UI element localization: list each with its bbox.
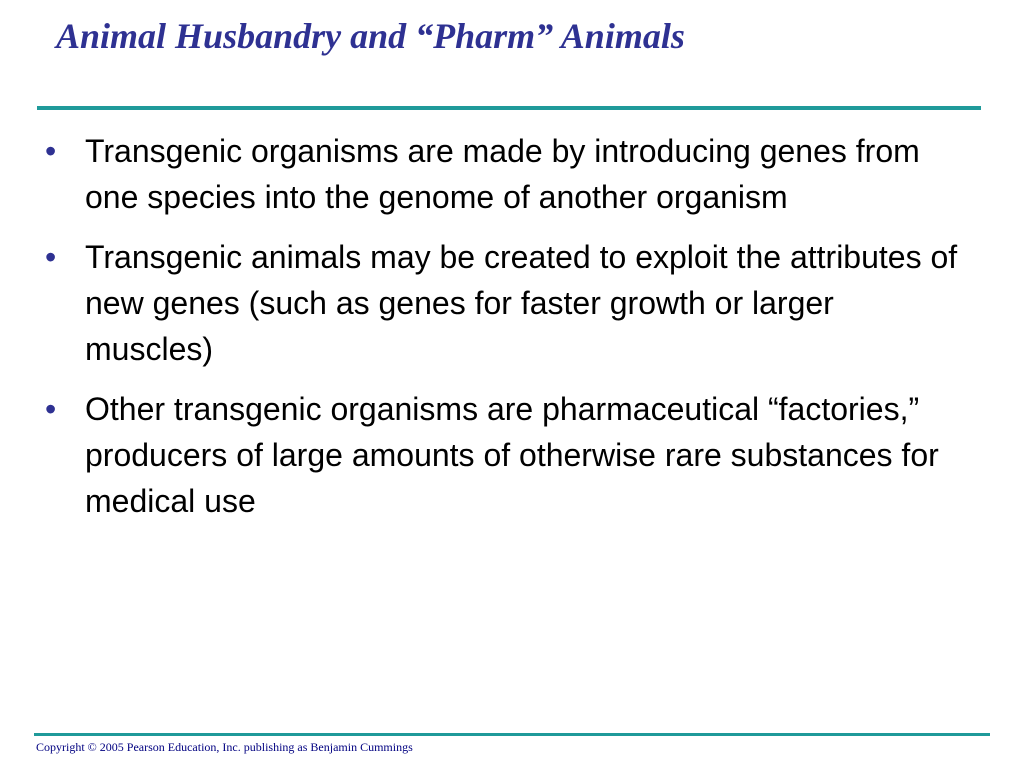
bullet-item xyxy=(40,234,970,372)
footer-divider xyxy=(34,733,990,736)
slide-title: Animal Husbandry and “Pharm” Animals xyxy=(56,16,685,56)
bullet-text: Transgenic animals may be created to exploit the attributes of new genes (such as genes for faster growth or larger muscles) xyxy=(85,239,958,367)
bullet-marker-icon: • xyxy=(45,133,57,169)
title-divider xyxy=(37,106,981,110)
bullet-marker-icon: • xyxy=(45,391,57,427)
bullet-marker-icon: • xyxy=(45,239,57,275)
bullet-item xyxy=(40,386,970,524)
bullet-list xyxy=(40,128,970,538)
bullet-text: Other transgenic organisms are pharmaceutical “factories,” producers of large amounts of otherwise rare substances for medical use xyxy=(85,391,939,519)
bullet-item xyxy=(40,128,970,220)
copyright-footer: Copyright © 2005 Pearson Education, Inc. publishing as Benjamin Cummings xyxy=(36,740,413,754)
bullet-text: Transgenic organisms are made by introducing genes from one species into the genome of another organism xyxy=(85,133,920,215)
